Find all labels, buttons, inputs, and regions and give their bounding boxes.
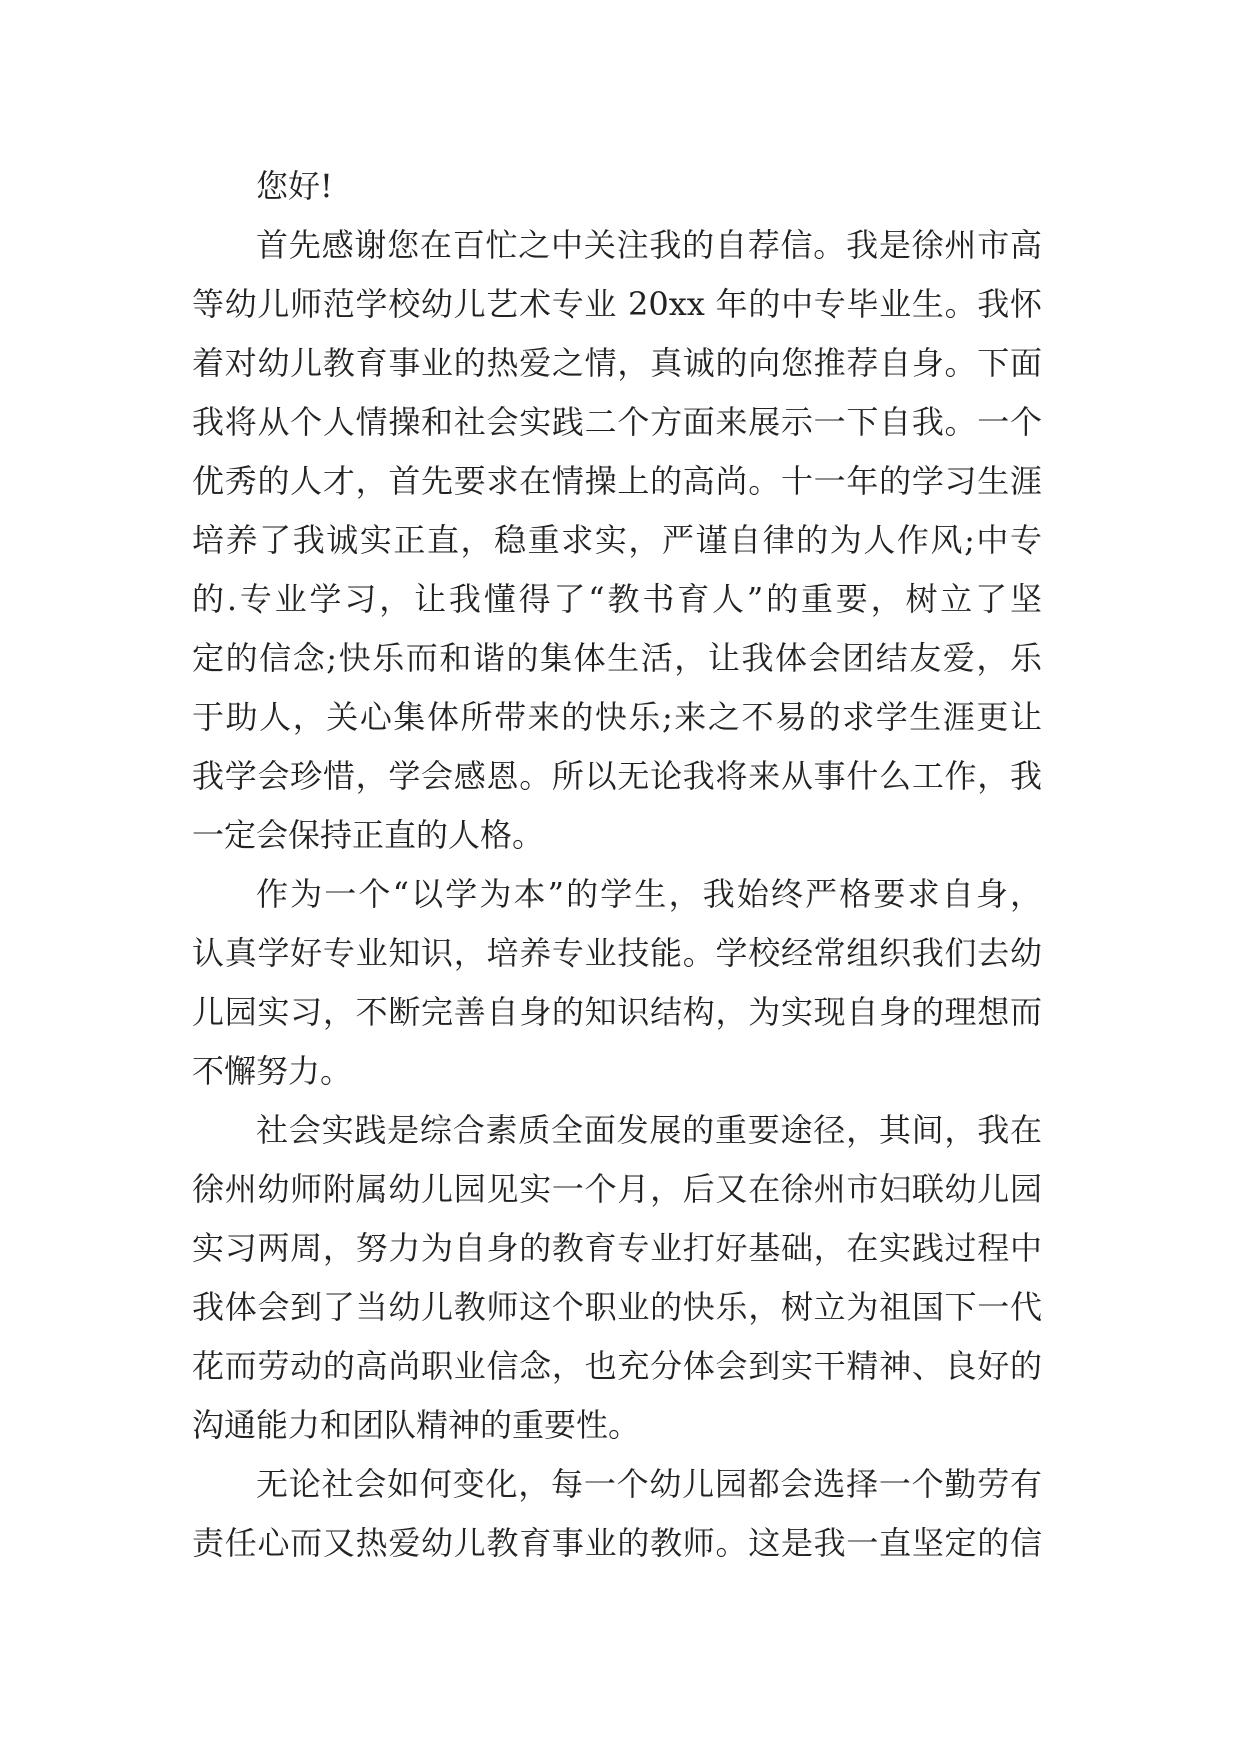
paragraph-3-line-5: 花而劳动的高尚职业信念，也充分体会到实干精神、良好的: [192, 1347, 1042, 1385]
paragraph-1-line-4: 我将从个人情操和社会实践二个方面来展示一下自我。一个: [192, 403, 1042, 441]
paragraph-1-line-8: 定的信念;快乐而和谐的集体生活，让我体会团结友爱，乐: [192, 639, 1042, 677]
paragraph-3-line-2: 徐州幼师附属幼儿园见实一个月，后又在徐州市妇联幼儿园: [192, 1170, 1042, 1208]
paragraph-2-line-3: 儿园实习，不断完善自身的知识结构，为实现自身的理想而: [192, 993, 1042, 1031]
paragraph-1-line-11: 一定会保持正直的人格。: [192, 816, 545, 854]
paragraph-3-line-4: 我体会到了当幼儿教师这个职业的快乐，树立为祖国下一代: [192, 1288, 1042, 1326]
paragraph-2-line-4: 不懈努力。: [192, 1052, 353, 1090]
paragraph-1-line-7: 的.专业学习，让我懂得了“教书育人”的重要，树立了坚: [192, 580, 1042, 618]
paragraph-1-line-9: 于助人，关心集体所带来的快乐;来之不易的求学生涯更让: [192, 698, 1042, 736]
paragraph-3-line-1: 社会实践是综合素质全面发展的重要途径，其间，我在: [256, 1111, 1042, 1149]
paragraph-2-line-1: 作为一个“以学为本”的学生，我始终严格要求自身，: [256, 875, 1042, 913]
paragraph-1-line-2: 等幼儿师范学校幼儿艺术专业 20xx 年的中专毕业生。我怀: [192, 285, 1042, 323]
paragraph-3-line-6: 沟通能力和团队精神的重要性。: [192, 1406, 641, 1444]
paragraph-1-line-5: 优秀的人才，首先要求在情操上的高尚。十一年的学习生涯: [192, 462, 1042, 500]
paragraph-1-line-3: 着对幼儿教育事业的热爱之情，真诚的向您推荐自身。下面: [192, 344, 1042, 382]
paragraph-2-line-2: 认真学好专业知识，培养专业技能。学校经常组织我们去幼: [192, 934, 1042, 972]
paragraph-1-line-6: 培养了我诚实正直，稳重求实，严谨自律的为人作风;中专: [192, 521, 1042, 559]
paragraph-1-line-1: 首先感谢您在百忙之中关注我的自荐信。我是徐州市高: [256, 226, 1042, 264]
paragraph-4-line-1: 无论社会如何变化，每一个幼儿园都会选择一个勤劳有: [256, 1465, 1042, 1503]
paragraph-3-line-3: 实习两周，努力为自身的教育专业打好基础，在实践过程中: [192, 1229, 1042, 1267]
salutation: 您好!: [256, 167, 333, 205]
paragraph-1-line-10: 我学会珍惜，学会感恩。所以无论我将来从事什么工作，我: [192, 757, 1042, 795]
paragraph-4-line-2: 责任心而又热爱幼儿教育事业的教师。这是我一直坚定的信: [192, 1524, 1042, 1562]
